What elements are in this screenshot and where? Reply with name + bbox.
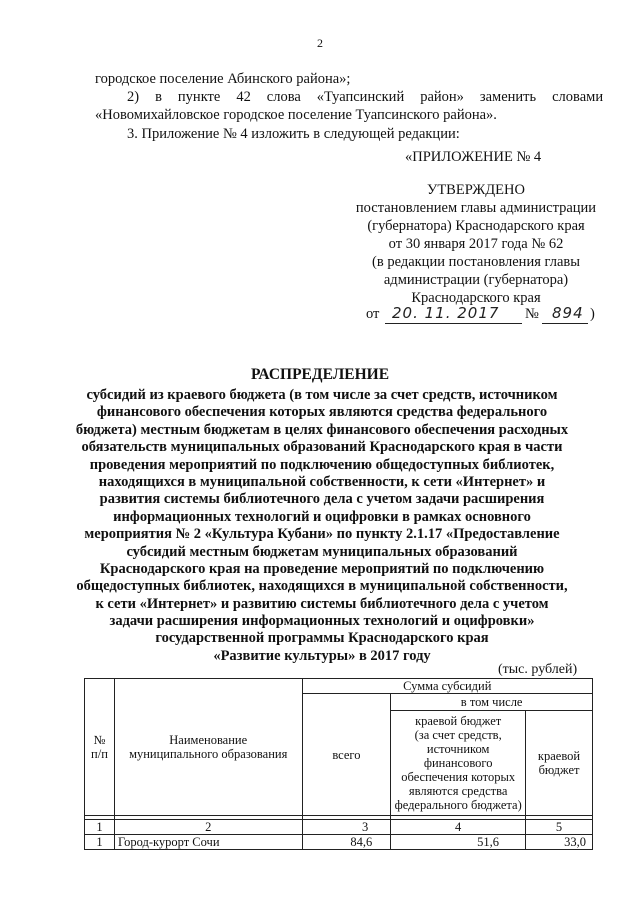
close-paren: )	[590, 306, 595, 322]
body-line-1: городское поселение Абинского района»;	[95, 71, 351, 87]
appendix-title: «ПРИЛОЖЕНИЕ № 4	[405, 149, 542, 165]
table-row	[85, 835, 593, 850]
page-number: 2	[317, 36, 323, 50]
row-name: Город-курорт Сочи	[114, 835, 302, 850]
header-including: в том числе	[391, 694, 593, 711]
document-title: РАСПРЕДЕЛЕНИЕ	[250, 366, 390, 383]
header-regional: краевой бюджет	[526, 711, 593, 816]
row-num: 1	[85, 835, 115, 850]
body-line-2: 2) в пункте 42 слова «Туапсинский район» заменить словами	[127, 89, 604, 105]
approval-line-3: от 30 января 2017 года № 62	[388, 236, 564, 252]
row-total: 84,6	[302, 835, 391, 850]
header-sum: Сумма субсидий	[302, 679, 592, 694]
approval-line-5: администрации (губернатора)	[383, 272, 569, 288]
subsidy-table	[84, 678, 593, 850]
from-label: от	[366, 306, 380, 322]
header-name: Наименование муниципального образования	[114, 679, 302, 816]
date-underline	[385, 323, 522, 324]
body-line-3: «Новомихайловское городское поселение Туапсинского района».	[95, 107, 497, 123]
handwritten-date: 20. 11. 2017	[392, 304, 500, 322]
row-regional: 33,0	[526, 835, 593, 850]
approval-line-6: Краснодарского края	[411, 290, 541, 306]
col-number-cell: 1	[85, 820, 115, 835]
col-number-cell: 3	[302, 820, 391, 835]
header-total: всего	[302, 694, 391, 816]
number-label: №	[525, 306, 539, 322]
document-subtitle: субсидий из краевого бюджета (в том числе за счет средств, источником финансового обеспечения которых являются средства федерального бюджета) местным бюджетам в целях финансового обеспечения расходных обязательств муниципальных образований Краснодарского края в части проведения мероприятий по подключению общедоступных библиотек, находящихся в муниципальной собственности, к сети «Интернет» и развития системы библиотечного дела с учетом задачи расширения информационных технологий и оцифровки в рамках основного мероприятия № 2 «Культура Кубани» по пункту 2.1.17 «Предоставление субсидий местным бюджетам муниципальных образований Краснодарского края на проведение мероприятий по подключению общедоступных библиотек, находящихся в муниципальной собственности, к сети «Интернет» и развитию системы библиотечного дела с учетом задачи расширения информационных технологий и оцифровки» государственной программы Краснодарского края «Развитие культуры» в 2017 году	[75, 387, 569, 664]
col-number-cell: 4	[391, 820, 526, 835]
units-label: (тыс. рублей)	[498, 662, 578, 677]
handwritten-number: 894	[552, 304, 584, 322]
col-number-cell: 5	[526, 820, 593, 835]
column-number-row	[85, 820, 593, 835]
header-num: № п/п	[85, 679, 115, 816]
approved-label: УТВЕРЖДЕНО	[427, 182, 525, 198]
row-federal: 51,6	[391, 835, 526, 850]
approval-line-1: постановлением главы администрации	[355, 200, 597, 216]
header-federal: краевой бюджет (за счет средств, источником финансового обеспечения которых являются средства федерального бюджета)	[391, 711, 526, 816]
approval-line-4: (в редакции постановления главы	[372, 254, 580, 270]
body-line-4: 3. Приложение № 4 изложить в следующей редакции:	[127, 126, 460, 142]
approval-line-2: (губернатора) Краснодарского края	[367, 218, 585, 234]
number-underline	[542, 323, 588, 324]
col-number-cell: 2	[114, 820, 302, 835]
